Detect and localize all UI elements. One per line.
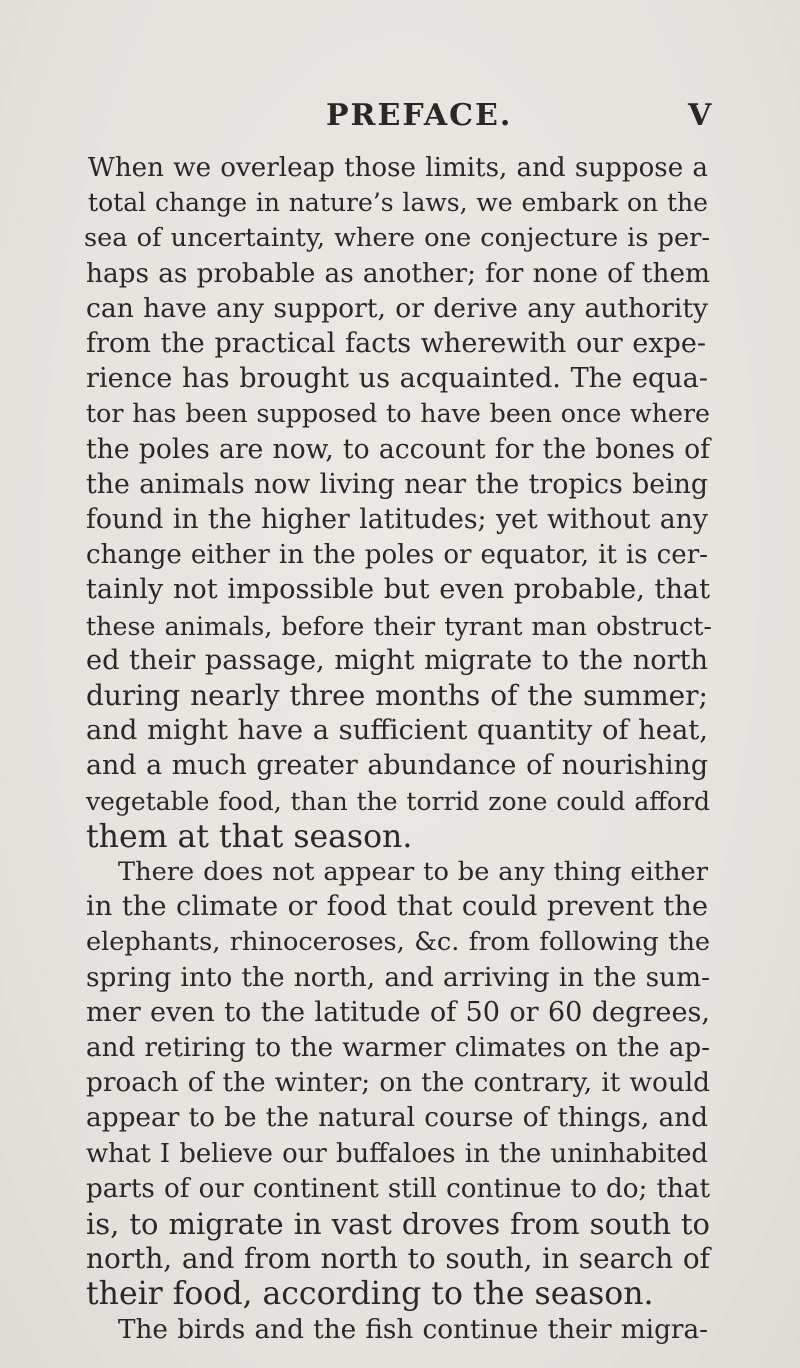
text-line: north, and from north to south, in search of [86,1242,710,1276]
text-line: from the practical facts wherewith our expe- [86,328,706,359]
text-line: and might have a sufficient quantity of heat, [86,715,708,747]
text-line: tainly not impossible but even probable, that [86,574,710,606]
text-line: elephants, rhinoceroses, &c. from following the [86,927,710,958]
text-line: can have any support, or derive any authority [86,292,708,324]
text-line: The birds and the fish continue their migra- [118,1314,708,1345]
text-line: appear to be the natural course of things, and [86,1103,708,1134]
text-line: sea of uncertainty, where one conjecture is per- [84,223,710,254]
text-line: total change in nature’s laws, we embark on the [88,188,708,218]
text-line: what I believe our buffaloes in the uninhabited [86,1138,708,1169]
text-line: them at that season. [86,818,413,855]
text-line: and retiring to the warmer climates on the ap- [86,1033,710,1063]
text-line: and a much greater abundance of nourishing [86,750,708,782]
text-line: change either in the poles or equator, it is cer- [86,540,708,571]
text-line: When we overleap those limits, and suppose a [88,153,708,183]
text-line: the poles are now, to account for the bones of [86,433,710,465]
text-line: these animals, before their tyrant man obstruct- [86,610,712,641]
text-line: found in the higher latitudes; yet without any [86,504,708,535]
text-line: is, to migrate in vast droves from south to [86,1207,710,1241]
text-line: the animals now living near the tropics being [86,468,708,500]
text-line: in the climate or food that could prevent the [86,891,708,923]
text-line: their food, according to the season. [86,1276,654,1313]
text-line: haps as probable as another; for none of them [86,258,710,289]
page-number: V [688,98,712,133]
text-line: tor has been supposed to have been once where [86,399,710,429]
page-header [0,98,800,138]
text-line: vegetable food, than the torrid zone could afford [86,786,710,816]
text-line: parts of our continent still continue to do; that [86,1173,710,1204]
text-line: mer even to the latitude of 50 or 60 degrees, [86,996,710,1028]
text-line: spring into the north, and arriving in the sum- [86,962,710,993]
running-title: PREFACE. [326,98,513,133]
text-line: There does not appear to be any thing either [118,857,708,887]
text-line: during nearly three months of the summer; [86,679,708,712]
text-line: proach of the winter; on the contrary, it would [86,1068,710,1099]
text-line: rience has brought us acquainted. The equa- [86,363,708,395]
text-line: ed their passage, might migrate to the north [86,644,708,676]
